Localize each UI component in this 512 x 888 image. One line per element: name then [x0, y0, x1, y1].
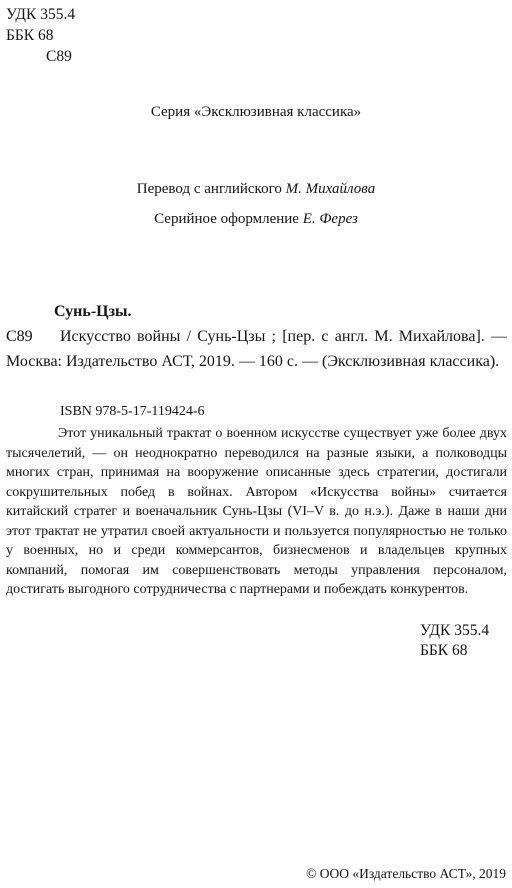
author-mark: С89 [46, 48, 72, 65]
design-line [0, 211, 512, 228]
isbn: ISBN 978-5-17-119424-6 [60, 404, 205, 419]
bbk-code: ББК 68 [6, 27, 54, 44]
series-line: Серия «Эксклюзивная классика» [150, 104, 362, 120]
copyright: © ООО «Издательство АСТ», 2019 [306, 866, 506, 881]
entry-mark: С89 [6, 328, 33, 345]
translator-line [0, 181, 512, 198]
entry-heading: Сунь-Цзы. [54, 303, 132, 320]
translator-name: М. Михайлова [285, 181, 376, 197]
udk-code: УДК 355.4 [6, 6, 76, 23]
designer-name: Е. Ферез [302, 211, 358, 227]
translator-label: Перевод с английского [136, 181, 282, 197]
entry-udk: УДК 355.4 [420, 622, 490, 639]
annotation: Этот уникальный трактат о военном искусстве существует уже более двух тысячелетий, — он неоднократно переводился на разные языки, а полководцы многих стран, принимая на вооружение описанные здесь стратегии, достигали сокрушительных побед в войнах. Автором «Искусства войны» считается китайский стратег и военачальник Сунь-Цзы (VI–V в. до н.э.). Даже в наши дни этот трактат не утратил своей актуальности и пользуется популярностью не только у военных, но и среди коммерсантов, бизнесменов и владельцев крупных компаний, помогая им совершенствовать методы управления персоналом, достигать выгодного сотрудничества с партнерами и побеждать конкурентов. [6, 426, 507, 597]
entry-body: Искусство войны / Сунь-Цзы ; [пер. с англ. М. Михайлова]. — Москва: Издательство АСТ, 2019. — 160 с. — (Эксклюзивная классика). [6, 328, 507, 370]
design-label: Серийное оформление [154, 211, 299, 227]
entry-bbk: ББК 68 [420, 642, 468, 659]
